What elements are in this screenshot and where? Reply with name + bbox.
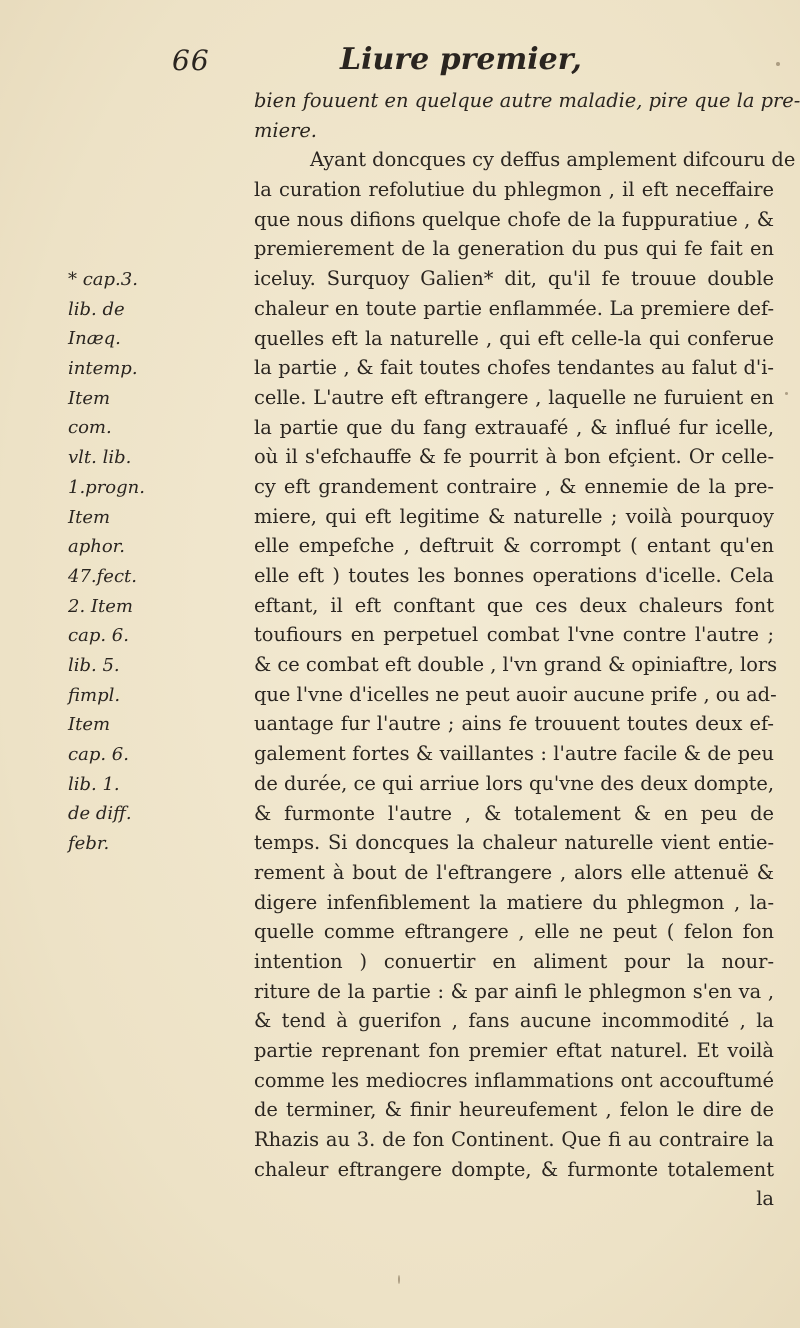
text-line: toufiours en perpetuel combat l'vne contre l'autre ; [254,623,774,647]
margin-note: lib. de [68,298,125,320]
margin-note: Item [68,714,111,736]
margin-note: com. [68,417,112,439]
margin-note: cap. 6. [68,625,129,647]
text-line: chaleur eftrangere dompte, & furmonte totalement [254,1157,774,1181]
page-header [170,42,610,82]
text-line: que l'vne d'icelles ne peut auoir aucune prife , ou ad- [254,682,777,706]
margin-note: lib. 1. [68,773,120,795]
text-line: où il s'efchauffe & fe pourrit à bon efçient. Or celle- [254,445,774,469]
text-line: galement fortes & vaillantes : l'autre facile & de peu [254,742,774,766]
text-line: cy eft grandement contraire , & ennemie de la pre- [254,474,774,498]
text-line: temps. Si doncques la chaleur naturelle vient entie- [254,831,774,855]
text-line: celle. L'autre eft eftrangere , laquelle ne furuient en [254,385,774,409]
text-line: quelles eft la naturelle , qui eft celle-la qui conferue [254,326,774,350]
text-line: & ce combat eft double , l'vn grand & opiniaftre, lors [254,653,778,677]
page-number: 66 [172,44,210,77]
paper-speck [776,62,780,66]
text-line: riture de la partie : & par ainfi le phlegmon s'en va , [254,979,774,1003]
paper-speck [785,392,788,395]
margin-note: Item [68,506,111,528]
text-line: la partie que du fang extrauafé , & influé fur icelle, [254,415,774,439]
margin-note: 47.fect. [68,565,137,587]
running-title: Liure premier, [340,42,582,77]
margin-note: aphor. [68,536,126,558]
margin-note: cap. 6. [68,744,129,765]
paper-speck [398,1275,400,1284]
text-line: & tend à guerifon , fans aucune incommodité , la [254,1009,774,1033]
text-line: miere. [254,118,317,142]
margin-note: 1.progn. [68,476,145,498]
text-line: & furmonte l'autre , & totalement & en peu de [254,801,774,825]
text-line: iceluy. Surquoy Galien* dit, qu'il fe trouue double [254,267,774,291]
catchword: la [756,1187,774,1211]
text-line: bien fouuent en quelque autre maladie, pire que la pre- [254,89,800,112]
text-line: digere infenfiblement la matiere du phlegmon , la- [254,890,774,914]
margin-note: febr. [68,833,110,855]
text-line: de terminer, & finir heureufement , felon le dire de [254,1098,774,1122]
text-line: uantage fur l'autre ; ains fe trouuent toutes deux ef- [254,712,774,736]
text-line: quelle comme eftrangere , elle ne peut ( felon fon [254,920,774,944]
text-line: elle eft ) toutes les bonnes operations d'icelle. Cela [254,564,774,587]
margin-note: lib. 5. [68,654,120,676]
margin-note: intemp. [68,358,138,380]
text-line: elle empefche , deftruit & corrompt ( entant qu'en [254,534,774,558]
text-line: eftant, il eft conftant que ces deux chaleurs font [254,593,774,617]
text-line: rement à bout de l'eftrangere , alors elle attenuë & [254,860,774,884]
body-text [254,86,800,1214]
margin-note: fimpl. [68,684,121,706]
text-line: la curation refolutiue du phlegmon , il eft neceffaire [254,178,774,202]
margin-note: * cap.3. [68,269,138,290]
text-line: premierement de la generation du pus qui fe fait en [254,237,774,261]
text-line: Rhazis au 3. de fon Continent. Que fi au contraire la [254,1128,774,1152]
text-line: comme les mediocres inflammations ont accouftumé [254,1068,774,1092]
text-line: de durée, ce qui arriue lors qu'vne des deux dompte, [254,771,775,795]
text-line: que nous difions quelque chofe de la fuppuratiue , & [254,207,774,231]
text-line: intention ) conuertir en aliment pour la nour- [254,949,774,973]
text-line: partie reprenant fon premier eftat naturel. Et voilà [254,1039,774,1062]
margin-note: de diff. [68,803,132,825]
text-line: la partie , & fait toutes chofes tendantes au falut d'i- [254,356,774,380]
margin-note: vlt. lib. [68,447,132,469]
margin-note: 2. Item [68,595,133,617]
margin-note: Item [68,387,111,409]
margin-note: Inæq. [68,328,121,350]
text-line: miere, qui eft legitime & naturelle ; voilà pourquoy [254,504,774,528]
text-line: chaleur en toute partie enflammée. La premiere def- [254,296,774,320]
margin-notes [68,265,188,859]
text-line: Ayant doncques cy deffus amplement difcouru de [310,148,796,172]
